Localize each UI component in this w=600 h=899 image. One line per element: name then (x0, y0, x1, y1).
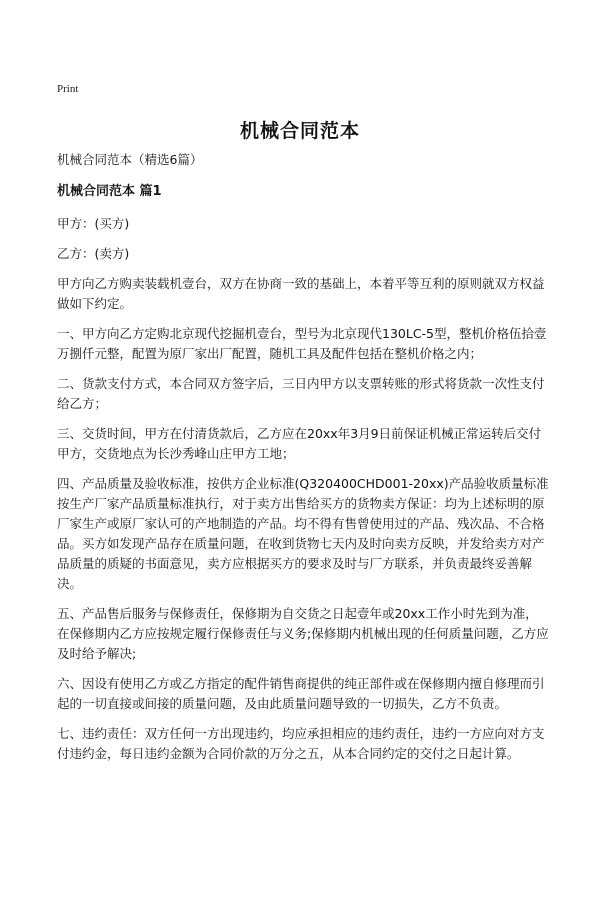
clause-2-paragraph: 二、货款支付方式，本合同双方签字后，三日内甲方以支票转账的形式将货款一次性支付给乙方； (57, 376, 545, 411)
clause-5-paragraph: 五、产品售后服务与保修责任，保修期为自交货之日起壹年或20xx工作小时先到为准，在保修期内乙方应按规定履行保修责任与义务;保修期内机械出现的任何质量问题，乙方应及时给予解决; (57, 606, 549, 661)
clause-1-paragraph: 一、甲方向乙方定购北京现代挖掘机壹台，型号为北京现代130LC-5型，整机价格伍拾壹万捌仟元整，配置为原厂家出厂配置，随机工具及配件包括在整机价格之内； (57, 326, 547, 361)
print-label: Print (57, 83, 79, 95)
party-b-line: 乙方：(卖方) (57, 246, 130, 261)
clause-4-paragraph: 四、产品质量及验收标准，按供方企业标准(Q320400CHD001-20xx)产品验收质量标准按生产厂家产品质量标准执行，对于卖方出售给买方的货物卖方保证：均为上述标明的原厂家生产或原厂家认可的产地制造的产品。均不得有售曾使用过的产品、残次品、不合格品。买方如发现产品存在质量问题，在收到货物七天内及时向卖方反映，并发给卖方对产品质量的质疑的书面意见，卖方应根据买方的要求及时与厂方联系，并负责最终妥善解决。 (57, 476, 549, 591)
document-body (57, 150, 549, 774)
clause-3-paragraph: 三、交货时间，甲方在付清货款后，乙方应在20xx年3月9日前保证机械正常运转后交付甲方，交货地点为长沙秀峰山庄甲方工地； (57, 426, 542, 461)
clause-7-paragraph: 七、违约责任：双方任何一方出现违约，均应承担相应的违约责任，违约一方应向对方支付违约金，每日违约金额为合同价款的万分之五，从本合同约定的交付之日起计算。 (57, 726, 545, 761)
document-title: 机械合同范本 (239, 120, 360, 142)
section-heading: 机械合同范本 篇1 (57, 184, 162, 199)
party-a-line: 甲方：(买方) (57, 216, 130, 231)
preamble-paragraph: 甲方向乙方购卖装载机壹台，双方在协商一致的基础上，本着平等互利的原则就双方权益做如下约定。 (57, 276, 545, 311)
document-subtitle: 机械合同范本（精选6篇） (57, 152, 203, 167)
clause-6-paragraph: 六、因设有使用乙方或乙方指定的配件销售商提供的纯正部件或在保修期内擅自修理而引起的一切直接或间接的质量问题，及由此质量问题导致的一切损失，乙方不负责。 (57, 676, 545, 711)
